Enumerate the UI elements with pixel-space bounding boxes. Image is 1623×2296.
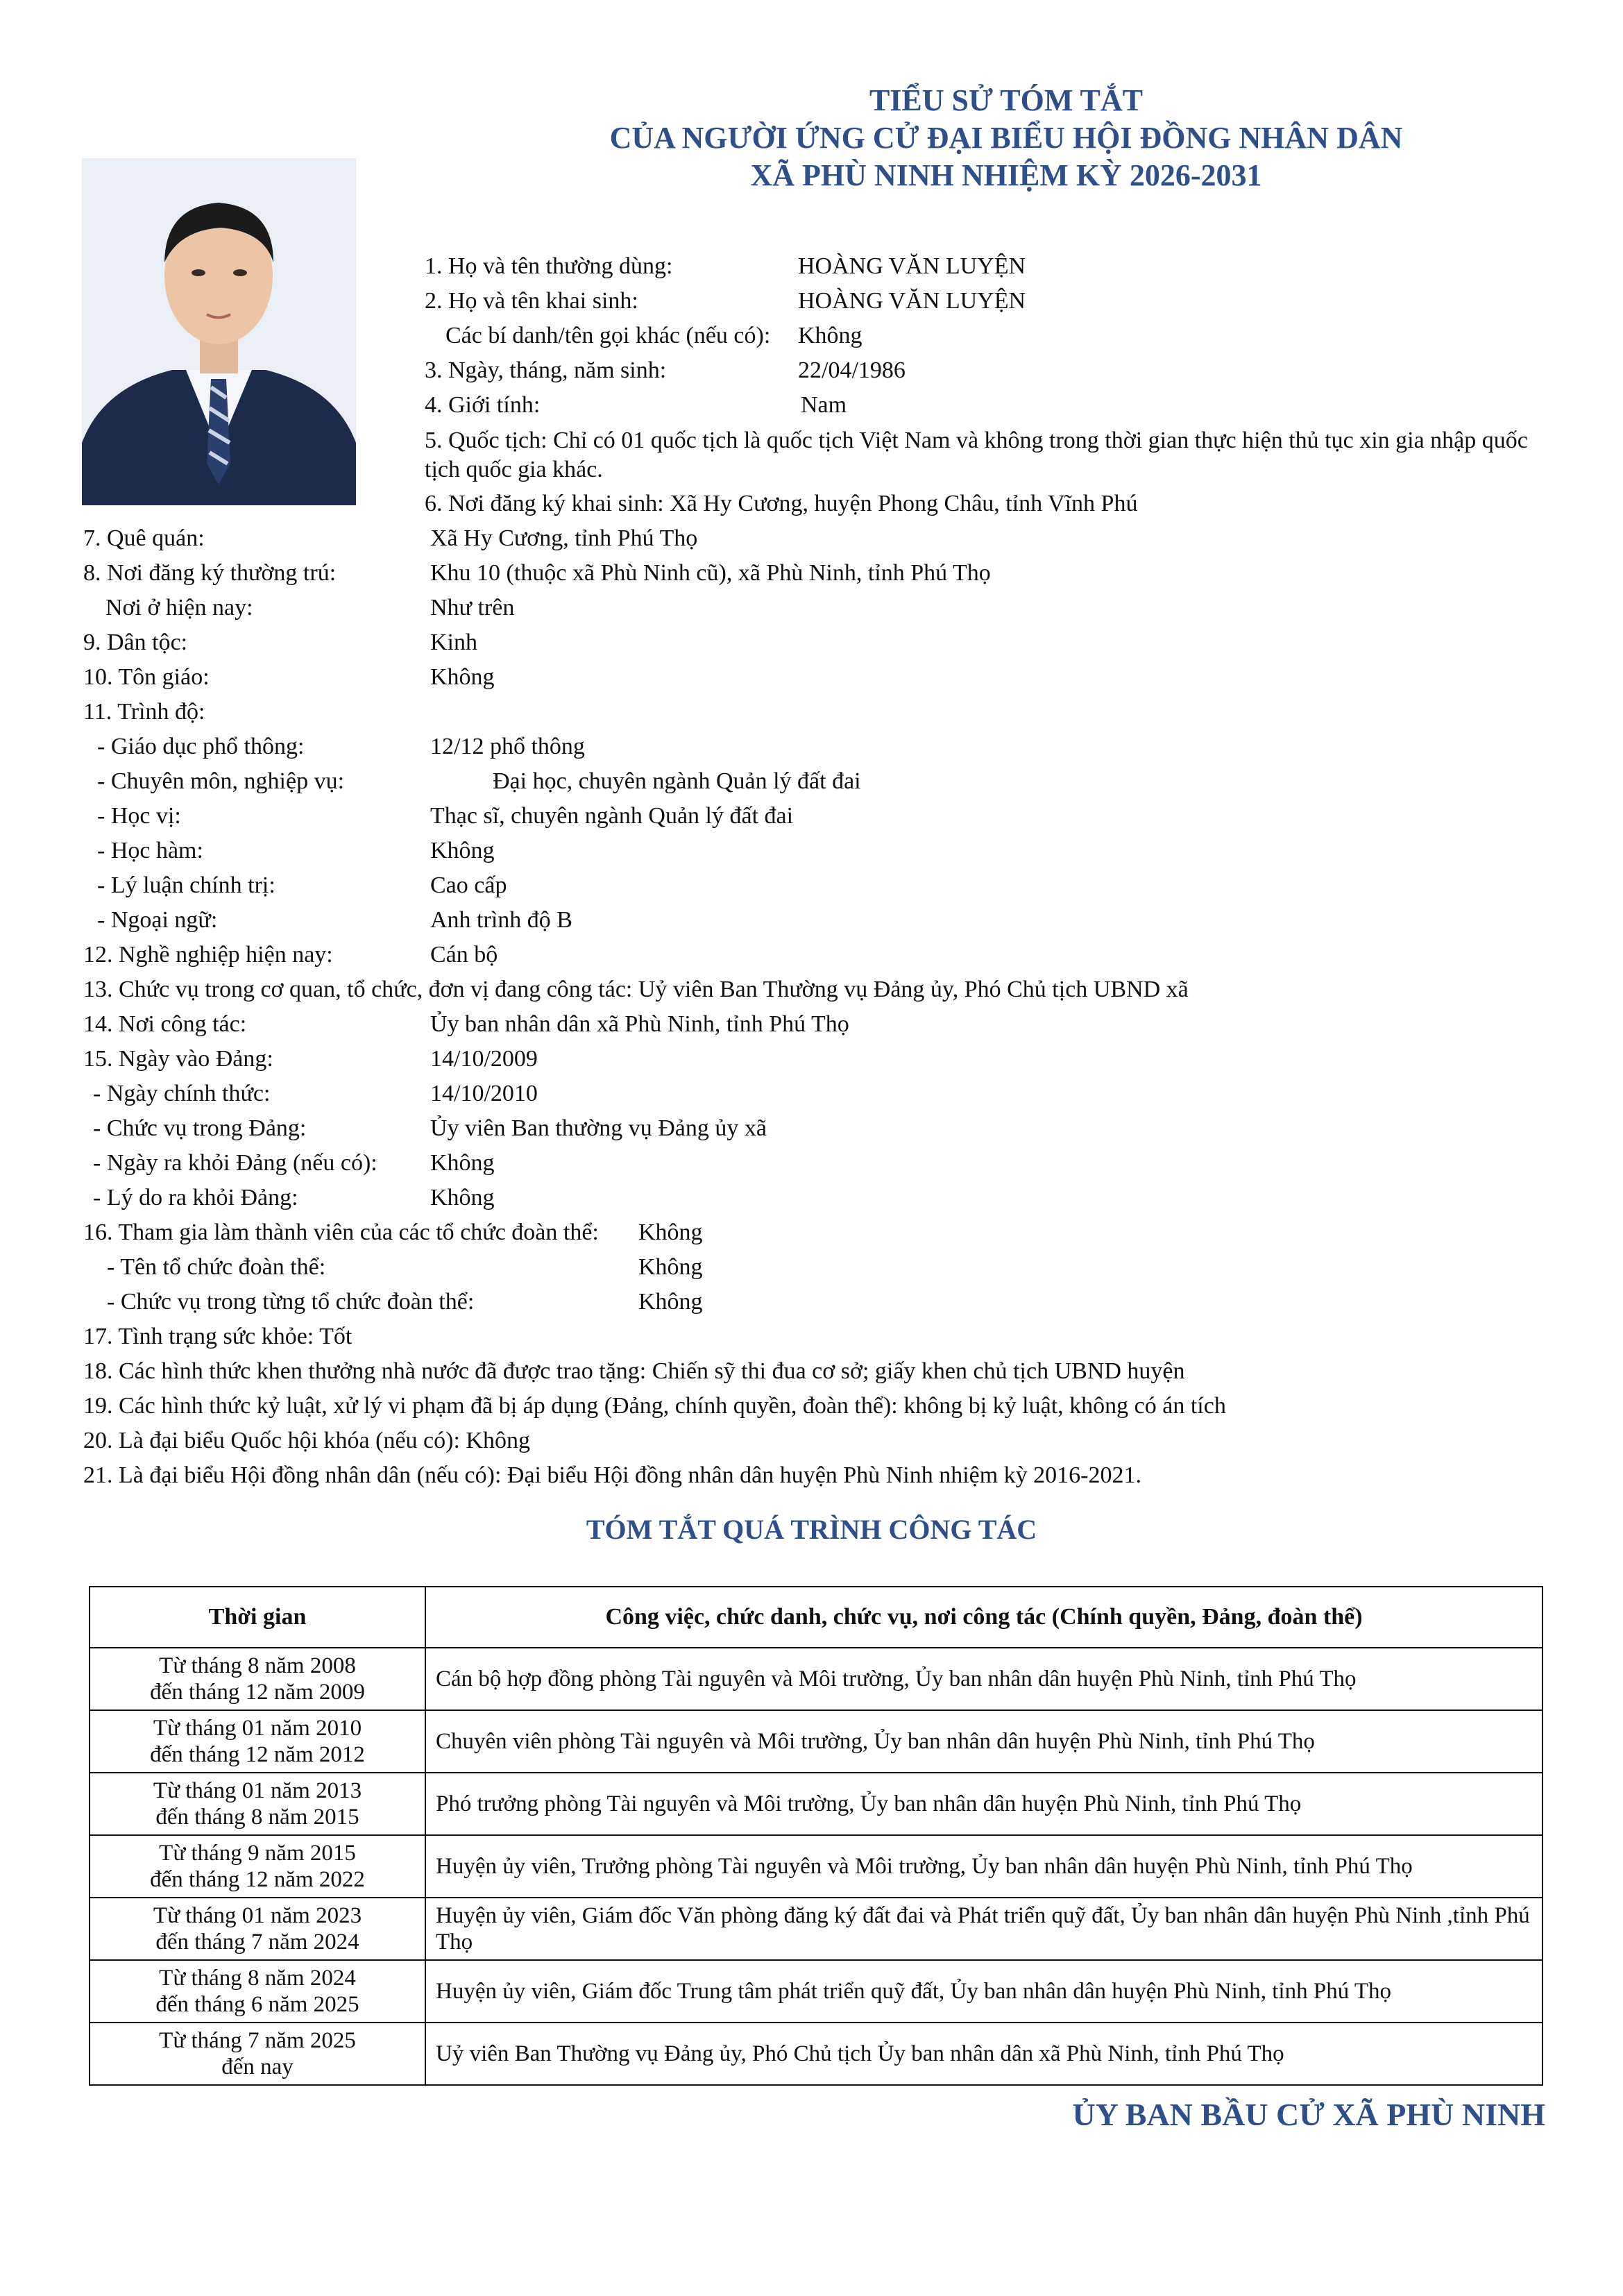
- field-label: 7. Quê quán:: [83, 525, 205, 551]
- field-label: 4. Giới tính:: [425, 392, 541, 418]
- career-table: [89, 1586, 1543, 2086]
- title-line-1: TIỂU SỬ TÓM TẮT: [869, 83, 1144, 117]
- field-label: Các bí danh/tên gọi khác (nếu có):: [445, 323, 771, 348]
- field-value: 12/12 phổ thông: [430, 734, 585, 759]
- field-national-assembly: 20. Là đại biểu Quốc hội khóa (nếu có): Không: [83, 1428, 530, 1453]
- field-value: Thạc sĩ, chuyên ngành Quản lý đất đai: [430, 803, 794, 829]
- field-label: - Chuyên môn, nghiệp vụ:: [97, 768, 345, 794]
- field-label: - Ngày ra khỏi Đảng (nếu có):: [93, 1150, 377, 1176]
- title-line-3: XÃ PHÙ NINH NHIỆM KỲ 2026-2031: [750, 158, 1262, 192]
- time-to: đến tháng 7 năm 2024: [155, 1930, 359, 1955]
- column-header-job: Công việc, chức danh, chức vụ, nơi công tác (Chính quyền, Đảng, đoàn thể): [425, 1587, 1543, 1648]
- job-cell: Cán bộ hợp đồng phòng Tài nguyên và Môi trường, Ủy ban nhân dân huyện Phù Ninh, tỉnh Phú Thọ: [425, 1648, 1543, 1710]
- table-row: [90, 2023, 1543, 2085]
- table-row: [90, 1648, 1543, 1710]
- field-label: - Học vị:: [97, 803, 181, 829]
- time-from: Từ tháng 8 năm 2024: [159, 1966, 356, 1991]
- time-to: đến nay: [221, 2054, 294, 2079]
- field-label: 12. Nghề nghiệp hiện nay:: [83, 942, 333, 968]
- time-cell: [90, 1835, 425, 1898]
- field-value: 14/10/2009: [430, 1046, 538, 1072]
- field-label: 1. Họ và tên thường dùng:: [425, 253, 673, 279]
- field-position: 13. Chức vụ trong cơ quan, tổ chức, đơn vị đang công tác: Uỷ viên Ban Thường vụ Đảng ủy, Phó Chủ tịch UBND xã: [83, 977, 1189, 1002]
- field-value: Xã Hy Cương, tỉnh Phú Thọ: [430, 525, 698, 551]
- career-section-title: TÓM TẮT QUÁ TRÌNH CÔNG TÁC: [586, 1514, 1037, 1545]
- table-row: [90, 1835, 1543, 1898]
- field-label: - Lý luận chính trị:: [97, 872, 275, 898]
- time-cell: [90, 1960, 425, 2023]
- time-to: đến tháng 12 năm 2022: [150, 1867, 365, 1892]
- time-to: đến tháng 12 năm 2012: [150, 1742, 365, 1767]
- field-birth-registration: 6. Nơi đăng ký khai sinh: Xã Hy Cương, huyện Phong Châu, tỉnh Vĩnh Phú: [425, 491, 1138, 516]
- field-peoples-council: 21. Là đại biểu Hội đồng nhân dân (nếu có): Đại biểu Hội đồng nhân dân huyện Phù Ninh nhiệm kỳ 2016-2021.: [83, 1462, 1142, 1488]
- time-from: Từ tháng 8 năm 2008: [159, 1653, 356, 1678]
- field-education-heading: 11. Trình độ:: [83, 699, 205, 725]
- table-row: [90, 1773, 1543, 1835]
- field-value: Không: [798, 323, 863, 348]
- candidate-portrait: [82, 158, 356, 505]
- field-value: Cán bộ: [430, 942, 498, 968]
- field-value: Đại học, chuyên ngành Quản lý đất đai: [493, 768, 861, 794]
- field-label: - Học hàm:: [97, 838, 203, 863]
- field-value: Ủy ban nhân dân xã Phù Ninh, tỉnh Phú Thọ: [430, 1011, 849, 1037]
- field-value: 22/04/1986: [798, 357, 906, 383]
- field-label: - Ngoại ngữ:: [97, 907, 218, 933]
- field-value: Không: [638, 1254, 703, 1280]
- time-from: Từ tháng 7 năm 2025: [159, 2028, 356, 2053]
- title-line-2: CỦA NGƯỜI ỨNG CỬ ĐẠI BIỂU HỘI ĐỒNG NHÂN DÂN: [609, 121, 1403, 155]
- field-value: Không: [430, 1185, 495, 1210]
- field-label: 2. Họ và tên khai sinh:: [425, 288, 638, 314]
- field-value: Cao cấp: [430, 872, 507, 898]
- field-value: Nam: [801, 392, 847, 418]
- job-cell: Uỷ viên Ban Thường vụ Đảng ủy, Phó Chủ tịch Ủy ban nhân dân xã Phù Ninh, tỉnh Phú Thọ: [425, 2023, 1543, 2085]
- field-label: 15. Ngày vào Đảng:: [83, 1046, 273, 1072]
- field-value: Không: [430, 1150, 495, 1176]
- time-from: Từ tháng 9 năm 2015: [159, 1841, 356, 1866]
- table-row: [90, 1960, 1543, 2023]
- time-to: đến tháng 8 năm 2015: [155, 1805, 359, 1830]
- table-row: [90, 1898, 1543, 1960]
- field-discipline: 19. Các hình thức kỷ luật, xử lý vi phạm đã bị áp dụng (Đảng, chính quyền, đoàn thể): không bị kỷ luật, không có án tích: [83, 1393, 1226, 1419]
- field-label: 16. Tham gia làm thành viên của các tổ chức đoàn thể:: [83, 1219, 599, 1245]
- time-from: Từ tháng 01 năm 2013: [153, 1778, 362, 1803]
- field-value: Kinh: [430, 630, 477, 655]
- table-row: [90, 1710, 1543, 1773]
- portrait-illustration: [82, 158, 356, 505]
- column-header-time: Thời gian: [90, 1587, 425, 1648]
- field-label: - Giáo dục phổ thông:: [97, 734, 305, 759]
- field-label: - Chức vụ trong từng tổ chức đoàn thể:: [107, 1289, 475, 1315]
- field-value: Khu 10 (thuộc xã Phù Ninh cũ), xã Phù Ninh, tỉnh Phú Thọ: [430, 560, 991, 586]
- field-value: HOÀNG VĂN LUYỆN: [798, 288, 1026, 314]
- time-cell: [90, 1648, 425, 1710]
- field-value: Như trên: [430, 595, 515, 621]
- field-value: Anh trình độ B: [430, 907, 572, 933]
- field-label: 9. Dân tộc:: [83, 630, 188, 655]
- time-to: đến tháng 6 năm 2025: [155, 1992, 359, 2017]
- time-cell: [90, 1773, 425, 1835]
- field-awards: 18. Các hình thức khen thưởng nhà nước đã được trao tặng: Chiến sỹ thi đua cơ sở; giấy khen chủ tịch UBND huyện: [83, 1358, 1185, 1384]
- field-label: - Tên tổ chức đoàn thể:: [107, 1254, 326, 1280]
- time-from: Từ tháng 01 năm 2023: [153, 1903, 362, 1928]
- job-cell: Huyện ủy viên, Trưởng phòng Tài nguyên và Môi trường, Ủy ban nhân dân huyện Phù Ninh, tỉnh Phú Thọ: [425, 1835, 1543, 1898]
- time-cell: [90, 1898, 425, 1960]
- time-from: Từ tháng 01 năm 2010: [153, 1716, 362, 1741]
- field-nationality: 5. Quốc tịch: Chỉ có 01 quốc tịch là quốc tịch Việt Nam và không trong thời gian thực hiện thủ tục xin gia nhập quốc tịch quốc gia khác.: [425, 428, 1528, 482]
- field-value: Ủy viên Ban thường vụ Đảng ủy xã: [430, 1115, 767, 1141]
- field-value: HOÀNG VĂN LUYỆN: [798, 253, 1026, 279]
- field-label: 8. Nơi đăng ký thường trú:: [83, 560, 337, 586]
- job-cell: Huyện ủy viên, Giám đốc Văn phòng đăng ký đất đai và Phát triển quỹ đất, Ủy ban nhân dân huyện Phù Ninh ,tỉnh Phú Thọ: [425, 1898, 1543, 1960]
- job-cell: Huyện ủy viên, Giám đốc Trung tâm phát triển quỹ đất, Ủy ban nhân dân huyện Phù Ninh, tỉnh Phú Thọ: [425, 1960, 1543, 2023]
- field-value: Không: [638, 1289, 703, 1315]
- election-committee-signature: ỦY BAN BẦU CỬ XÃ PHÙ NINH: [1072, 2097, 1545, 2132]
- field-value: Không: [430, 664, 495, 690]
- time-cell: [90, 1710, 425, 1773]
- field-value: 14/10/2010: [430, 1081, 538, 1106]
- field-health: 17. Tình trạng sức khỏe: Tốt: [83, 1324, 352, 1349]
- field-label: - Lý do ra khỏi Đảng:: [93, 1185, 298, 1210]
- field-value: Không: [430, 838, 495, 863]
- job-cell: Phó trưởng phòng Tài nguyên và Môi trường, Ủy ban nhân dân huyện Phù Ninh, tỉnh Phú Thọ: [425, 1773, 1543, 1835]
- job-cell: Chuyên viên phòng Tài nguyên và Môi trường, Ủy ban nhân dân huyện Phù Ninh, tỉnh Phú Thọ: [425, 1710, 1543, 1773]
- field-label: - Chức vụ trong Đảng:: [93, 1115, 307, 1141]
- time-to: đến tháng 12 năm 2009: [150, 1680, 365, 1705]
- table-header-row: [90, 1587, 1543, 1648]
- field-label: 10. Tôn giáo:: [83, 664, 210, 690]
- field-label: Nơi ở hiện nay:: [105, 595, 253, 621]
- time-cell: [90, 2023, 425, 2085]
- field-label: 3. Ngày, tháng, năm sinh:: [425, 357, 667, 383]
- field-value: Không: [638, 1219, 703, 1245]
- field-label: - Ngày chính thức:: [93, 1081, 271, 1106]
- field-label: 14. Nơi công tác:: [83, 1011, 247, 1037]
